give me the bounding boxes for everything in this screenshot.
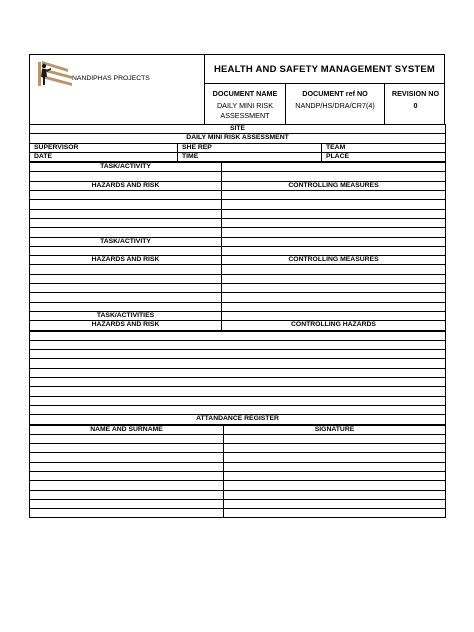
attendance-row[interactable] [224, 499, 446, 508]
task-activity-label-1: TASK/ACTIVITY [30, 163, 222, 172]
table-row[interactable] [222, 265, 446, 274]
attendance-row[interactable] [224, 444, 446, 453]
table-row[interactable] [30, 228, 222, 237]
table-row[interactable] [30, 350, 446, 359]
form-title: DAILY MINI RISK ASSESSMENT [30, 134, 446, 143]
table-row[interactable] [30, 293, 222, 302]
attendance-row[interactable] [224, 434, 446, 443]
table-row[interactable] [30, 396, 446, 405]
table-row[interactable] [30, 209, 222, 218]
table-row[interactable] [222, 218, 446, 227]
place-label: PLACE [322, 152, 446, 161]
attendance-row[interactable] [30, 471, 224, 480]
blank-cell[interactable] [222, 172, 446, 181]
doc-name-label: DOCUMENT NAME [212, 89, 278, 98]
header-info [205, 55, 444, 124]
table-row[interactable] [222, 302, 446, 311]
assessment-table [29, 124, 446, 162]
measures-header-1: CONTROLLING MEASURES [222, 181, 446, 190]
table-row[interactable] [222, 209, 446, 218]
hazards-table-3 [29, 331, 446, 425]
supervisor-label: SUPERVISOR [30, 143, 178, 152]
revision-label: REVISION NO [391, 89, 440, 98]
table-row[interactable] [30, 200, 222, 209]
doc-ref-label: DOCUMENT ref NO [302, 89, 368, 98]
controlling-hazards-header: CONTROLLING HAZARDS [222, 321, 446, 330]
table-row[interactable] [30, 368, 446, 377]
form-sheet [29, 54, 445, 518]
attendance-table [29, 425, 446, 519]
attendance-row[interactable] [224, 462, 446, 471]
table-row[interactable] [30, 218, 222, 227]
task-activity-label-2: TASK/ACTIVITY [30, 237, 222, 246]
system-title: HEALTH AND SAFETY MANAGEMENT SYSTEM [205, 55, 444, 84]
attendance-row[interactable] [30, 434, 224, 443]
table-row[interactable] [30, 302, 222, 311]
attendance-row[interactable] [30, 444, 224, 453]
hazards-header-1: HAZARDS AND RISK [30, 181, 222, 190]
doc-ref-cell [286, 84, 385, 124]
attendance-row[interactable] [30, 462, 224, 471]
table-row[interactable] [222, 228, 446, 237]
doc-name-cell [205, 84, 286, 124]
table-row[interactable] [30, 331, 446, 340]
attendance-row[interactable] [224, 509, 446, 518]
task-activities-label: TASK/ACTIVITIES [30, 311, 222, 320]
company-logo-icon [34, 59, 76, 89]
table-row[interactable] [222, 274, 446, 283]
date-label: DATE [30, 152, 178, 161]
she-rep-label: SHE REP [178, 143, 322, 152]
revision-cell [385, 84, 446, 124]
attendance-row[interactable] [224, 453, 446, 462]
hazards-header-2: HAZARDS AND RISK [30, 256, 222, 265]
doc-ref-value: NANDP/HS/DRA/CR7(4) [295, 101, 375, 110]
hazards-table-1 [29, 162, 446, 330]
table-row[interactable] [30, 359, 446, 368]
attendance-row[interactable] [30, 481, 224, 490]
team-label: TEAM [322, 143, 446, 152]
name-surname-header: NAME AND SURNAME [30, 425, 224, 434]
attendance-row[interactable] [224, 481, 446, 490]
attendance-row[interactable] [30, 453, 224, 462]
table-row[interactable] [30, 284, 222, 293]
attendance-row[interactable] [30, 490, 224, 499]
attendance-row[interactable] [30, 509, 224, 518]
attendance-register-title: ATTANDANCE REGISTER [30, 415, 446, 424]
site-row: SITE [30, 125, 446, 134]
table-row[interactable] [222, 200, 446, 209]
blank-cell[interactable] [30, 246, 222, 255]
table-row[interactable] [30, 265, 222, 274]
doc-name-value: DAILY MINI RISK ASSESSMENT [216, 101, 274, 120]
document-header [29, 54, 445, 124]
task-activities-field[interactable] [222, 311, 446, 320]
table-row[interactable] [30, 191, 222, 200]
table-row[interactable] [30, 387, 446, 396]
attendance-row[interactable] [224, 471, 446, 480]
revision-value: 0 [413, 101, 418, 110]
measures-header-2: CONTROLLING MEASURES [222, 256, 446, 265]
table-row[interactable] [30, 405, 446, 414]
table-row[interactable] [222, 284, 446, 293]
attendance-row[interactable] [30, 499, 224, 508]
hazards-header-3: HAZARDS AND RISK [30, 321, 222, 330]
task-activity-field-2[interactable] [222, 237, 446, 246]
company-name: NANDIPHAS PROJECTS [72, 75, 150, 82]
blank-cell[interactable] [222, 246, 446, 255]
attendance-row[interactable] [224, 490, 446, 499]
table-row[interactable] [222, 191, 446, 200]
blank-cell[interactable] [30, 172, 222, 181]
table-row[interactable] [30, 378, 446, 387]
logo-cell [30, 55, 205, 124]
task-activity-field-1[interactable] [222, 163, 446, 172]
table-row[interactable] [30, 274, 222, 283]
table-row[interactable] [222, 293, 446, 302]
time-label: TIME [178, 152, 322, 161]
signature-header: SIGNATURE [224, 425, 446, 434]
table-row[interactable] [30, 340, 446, 349]
